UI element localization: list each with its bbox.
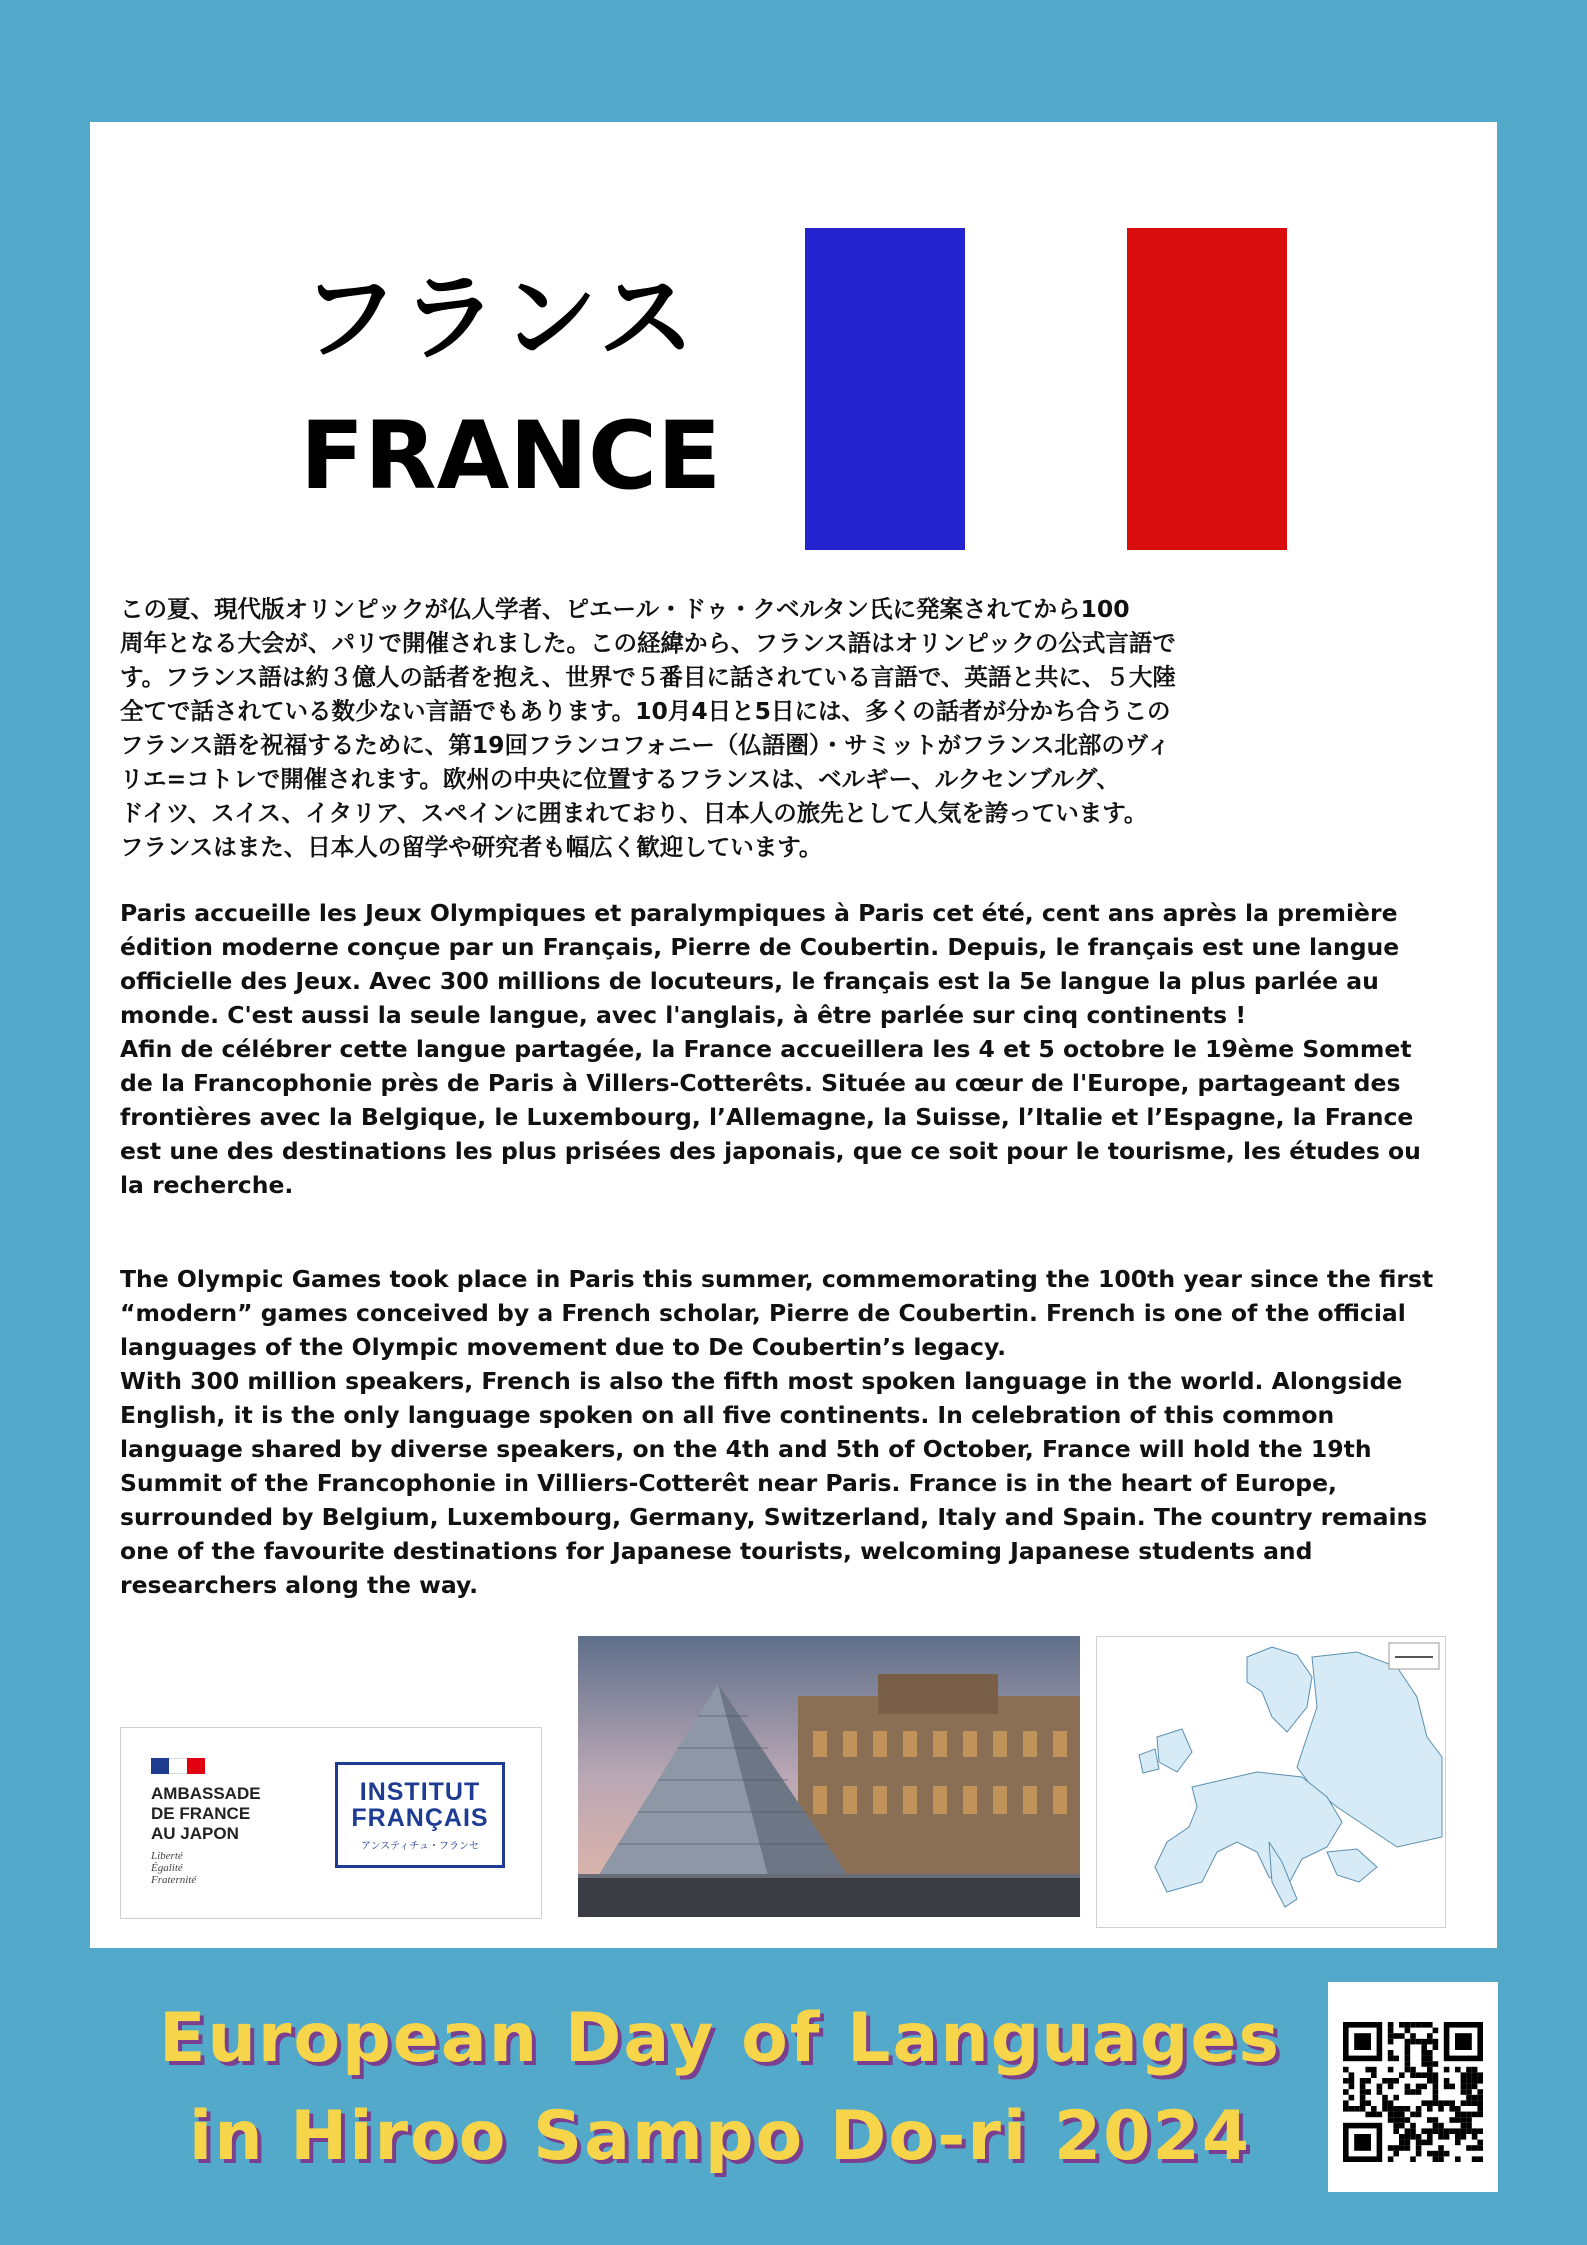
europe-map — [1096, 1636, 1446, 1928]
embassy-logo — [151, 1758, 301, 1886]
louvre-photo — [578, 1636, 1080, 1917]
republic-motto: Liberté Égalité Fraternité — [151, 1850, 197, 1886]
qr-code-icon[interactable] — [1328, 1982, 1498, 2192]
title-japanese: フランス — [301, 262, 699, 374]
jp-line: リエ=コトレで開催されます。欧州の中央に位置するフランスは、ベルギー、ルクセンブルグ、 — [120, 765, 1120, 793]
french-text-2: Afin de célébrer cette langue partagée, la France accueillera les 4 et 5 octobre le 19ème Sommet de la Francophonie près de Paris à Villers-Cotterêts. Située au cœur de l'Europe, partageant des frontières avec la Belgique, le Luxembourg, l’Allemagne, la Suisse, l’Italie et l’Espagne, la France est une des destinations les plus prisées des japonais, que ce soit pour le tourisme, les études ou la recherche. — [120, 1035, 1421, 1199]
jp-line: す。フランス語は約３億人の話者を抱え、世界で５番目に話されている言語で、英語と共に、５大陸 — [120, 663, 1176, 691]
english-paragraph — [120, 1262, 1450, 1602]
french-paragraph — [120, 896, 1450, 1202]
english-text-1: The Olympic Games took place in Paris this summer, commemorating the 100th year since the first “modern” games conceived by a French scholar, Pierre de Coubertin. French is one of the official languages of the Olympic movement due to De Coubertin’s legacy. — [120, 1265, 1434, 1361]
flag-red-band — [1127, 228, 1287, 550]
event-title — [100, 1990, 1340, 2186]
jp-line: フランスはまた、日本人の留学や研究者も幅広く歓迎しています。 — [120, 833, 823, 861]
jp-line: ドイツ、スイス、イタリア、スペインに囲まれており、日本人の旅先として人気を誇っています。 — [120, 799, 1148, 827]
french-text-1: Paris accueille les Jeux Olympiques et paralympiques à Paris cet été, cent ans après la première édition moderne conçue par un Français, Pierre de Coubertin. Depuis, le français est une langue officielle des Jeux. Avec 300 millions de locuteurs, le français est la 5e langue la plus parlée au monde. C'est aussi la seule langue, avec l'anglais, à être parlée sur cinq continents ! — [120, 899, 1400, 1029]
title-english: FRANCE — [300, 402, 722, 511]
europe-outline-map-icon — [1097, 1637, 1445, 1927]
jp-line: 全てで話されている数少ない言語でもあります。10月4日と5日には、多くの話者が分かち合うこの — [120, 697, 1171, 725]
event-title-line-1: European Day of Languages — [159, 1999, 1281, 2078]
country-title — [300, 258, 722, 522]
institut-francais-logo: INSTITUT FRANÇAIS アンスティチュ・フランセ — [335, 1762, 505, 1868]
embassy-name: AMBASSADE DE FRANCE AU JAPON — [151, 1784, 261, 1843]
flag-blue-band — [805, 228, 965, 550]
qr-code[interactable] — [1328, 1982, 1498, 2192]
marianne-tricolor-icon — [151, 1758, 205, 1774]
japanese-paragraph — [120, 592, 1450, 864]
jp-line: フランス語を祝福するために、第19回フランコフォニー（仏語圏）・サミットがフランス北部のヴィ — [120, 731, 1171, 759]
louvre-pyramid-image — [578, 1636, 1080, 1917]
jp-line: この夏、現代版オリンピックが仏人学者、ピエール・ドゥ・クベルタン氏に発案されてから100 — [120, 595, 1130, 623]
english-text-2: With 300 million speakers, French is also the fifth most spoken language in the world. Alongside English, it is the only language spoken on all five continents. In celebration of this common language shared by diverse speakers, on the 4th and 5th of October, France will hold the 19th Summit of the Francophonie in Villiers-Cotterêt near Paris. France is in the heart of Europe, surrounded by Belgium, Luxembourg, Germany, Switzerland, Italy and Spain. The country remains one of the favourite destinations for Japanese tourists, welcoming Japanese students and researchers along the way. — [120, 1367, 1428, 1599]
jp-line: 周年となる大会が、パリで開催されました。この経緯から、フランス語はオリンピックの公式言語で — [120, 629, 1176, 657]
event-title-line-2: in Hiroo Sampo Do-ri 2024 — [188, 2097, 1252, 2176]
sponsor-logos — [120, 1727, 542, 1919]
